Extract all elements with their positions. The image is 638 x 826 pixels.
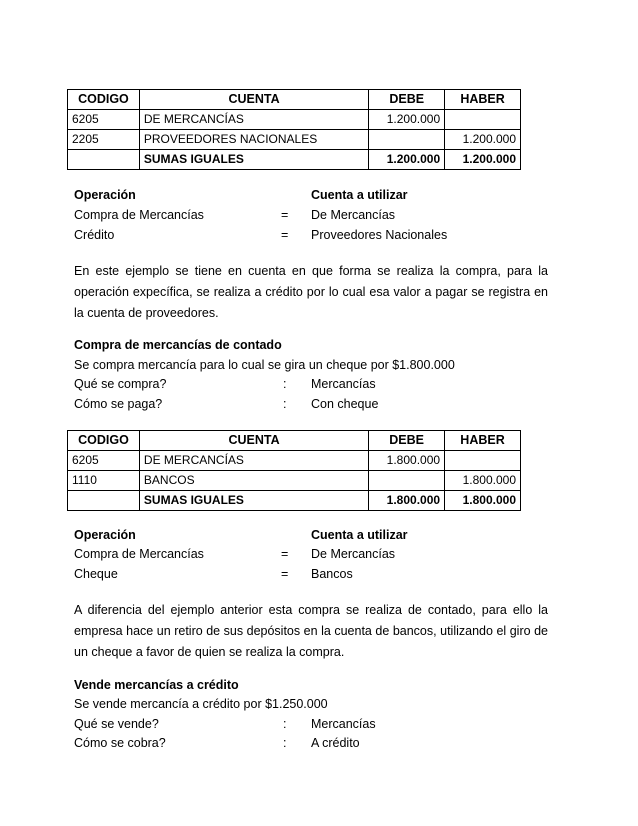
section3-q2-colon: : <box>283 736 287 750</box>
cell-haber: 1.200.000 <box>445 150 521 170</box>
table-row <box>68 451 521 471</box>
header-haber: HABER <box>445 431 521 451</box>
section3-q1-answer: Mercancías <box>311 717 376 731</box>
header-haber: HABER <box>445 90 521 110</box>
op1-row1-equals: = <box>281 208 289 222</box>
explanation-paragraph-1: En este ejemplo se tiene en cuenta en que forma se realiza la compra, para la operación expecífica, se realiza a crédito por lo cual esa valor a pagar se registra en la cuenta de proveedores. <box>74 264 548 320</box>
op1-row1-operacion: Compra de Mercancías <box>74 208 204 222</box>
header-debe: DEBE <box>369 90 445 110</box>
op2-row2-operacion: Cheque <box>74 567 118 581</box>
op1-header-cuenta: Cuenta a utilizar <box>311 188 408 202</box>
op1-header-operacion: Operación <box>74 188 136 202</box>
cell-codigo: 1110 <box>68 471 140 491</box>
cell-debe: 1.800.000 <box>369 491 445 511</box>
header-cuenta: CUENTA <box>139 431 368 451</box>
table-total-row <box>68 150 521 170</box>
section2-description: Se compra mercancía para lo cual se gira un cheque por $1.800.000 <box>74 358 455 372</box>
journal-table-2 <box>67 430 521 511</box>
cell-codigo: 2205 <box>68 130 140 150</box>
table-row <box>68 110 521 130</box>
section3-q1: Qué se vende? <box>74 717 159 731</box>
section3-q1-colon: : <box>283 717 287 731</box>
section3-q2-answer: A crédito <box>311 736 360 750</box>
section3-q2: Cómo se cobra? <box>74 736 166 750</box>
section2-q2: Cómo se paga? <box>74 397 163 411</box>
cell-debe <box>369 471 445 491</box>
table-header-row <box>68 431 521 451</box>
header-codigo: CODIGO <box>68 90 140 110</box>
section2-q2-answer: Con cheque <box>311 397 379 411</box>
journal-table-1 <box>67 89 521 170</box>
cell-cuenta: SUMAS IGUALES <box>139 491 368 511</box>
table-row <box>68 471 521 491</box>
cell-haber <box>445 110 521 130</box>
op2-row2-equals: = <box>281 567 289 581</box>
header-codigo: CODIGO <box>68 431 140 451</box>
op2-row1-operacion: Compra de Mercancías <box>74 547 204 561</box>
op2-row1-equals: = <box>281 547 289 561</box>
cell-debe <box>369 130 445 150</box>
header-debe: DEBE <box>369 431 445 451</box>
section2-q1-answer: Mercancías <box>311 377 376 391</box>
explanation-paragraph-2: A diferencia del ejemplo anterior esta compra se realiza de contado, para ello la empresa hace un retiro de sus depósitos en la cuenta de bancos, utilizando el giro de un cheque a favor de quien se realiza la compra. <box>74 603 548 659</box>
cell-debe: 1.800.000 <box>369 451 445 471</box>
cell-haber: 1.200.000 <box>445 130 521 150</box>
cell-codigo: 6205 <box>68 110 140 130</box>
op2-header-operacion: Operación <box>74 528 136 542</box>
section3-title: Vende mercancías a crédito <box>74 678 239 692</box>
header-cuenta: CUENTA <box>139 90 368 110</box>
section2-title: Compra de mercancías de contado <box>74 338 282 352</box>
op2-row1-cuenta: De Mercancías <box>311 547 396 561</box>
cell-cuenta: SUMAS IGUALES <box>139 150 368 170</box>
cell-cuenta: BANCOS <box>139 471 368 491</box>
cell-debe: 1.200.000 <box>369 110 445 130</box>
cell-codigo <box>68 150 140 170</box>
op2-row2-cuenta: Bancos <box>311 567 353 581</box>
op1-row2-equals: = <box>281 228 289 242</box>
cell-haber: 1.800.000 <box>445 471 521 491</box>
cell-codigo <box>68 491 140 511</box>
cell-debe: 1.200.000 <box>369 150 445 170</box>
cell-cuenta: DE MERCANCÍAS <box>139 451 368 471</box>
op1-row2-cuenta: Proveedores Nacionales <box>311 228 448 242</box>
cell-codigo: 6205 <box>68 451 140 471</box>
section2-q2-colon: : <box>283 397 287 411</box>
table-header-row <box>68 90 521 110</box>
table-total-row <box>68 491 521 511</box>
cell-haber <box>445 451 521 471</box>
op1-row1-cuenta: De Mercancías <box>311 208 396 222</box>
cell-cuenta: PROVEEDORES NACIONALES <box>139 130 368 150</box>
op2-header-cuenta: Cuenta a utilizar <box>311 528 408 542</box>
cell-haber: 1.800.000 <box>445 491 521 511</box>
section2-q1-colon: : <box>283 377 287 391</box>
section2-q1: Qué se compra? <box>74 377 167 391</box>
op1-row2-operacion: Crédito <box>74 228 115 242</box>
table-row <box>68 130 521 150</box>
cell-cuenta: DE MERCANCÍAS <box>139 110 368 130</box>
section3-description: Se vende mercancía a crédito por $1.250.000 <box>74 697 328 711</box>
